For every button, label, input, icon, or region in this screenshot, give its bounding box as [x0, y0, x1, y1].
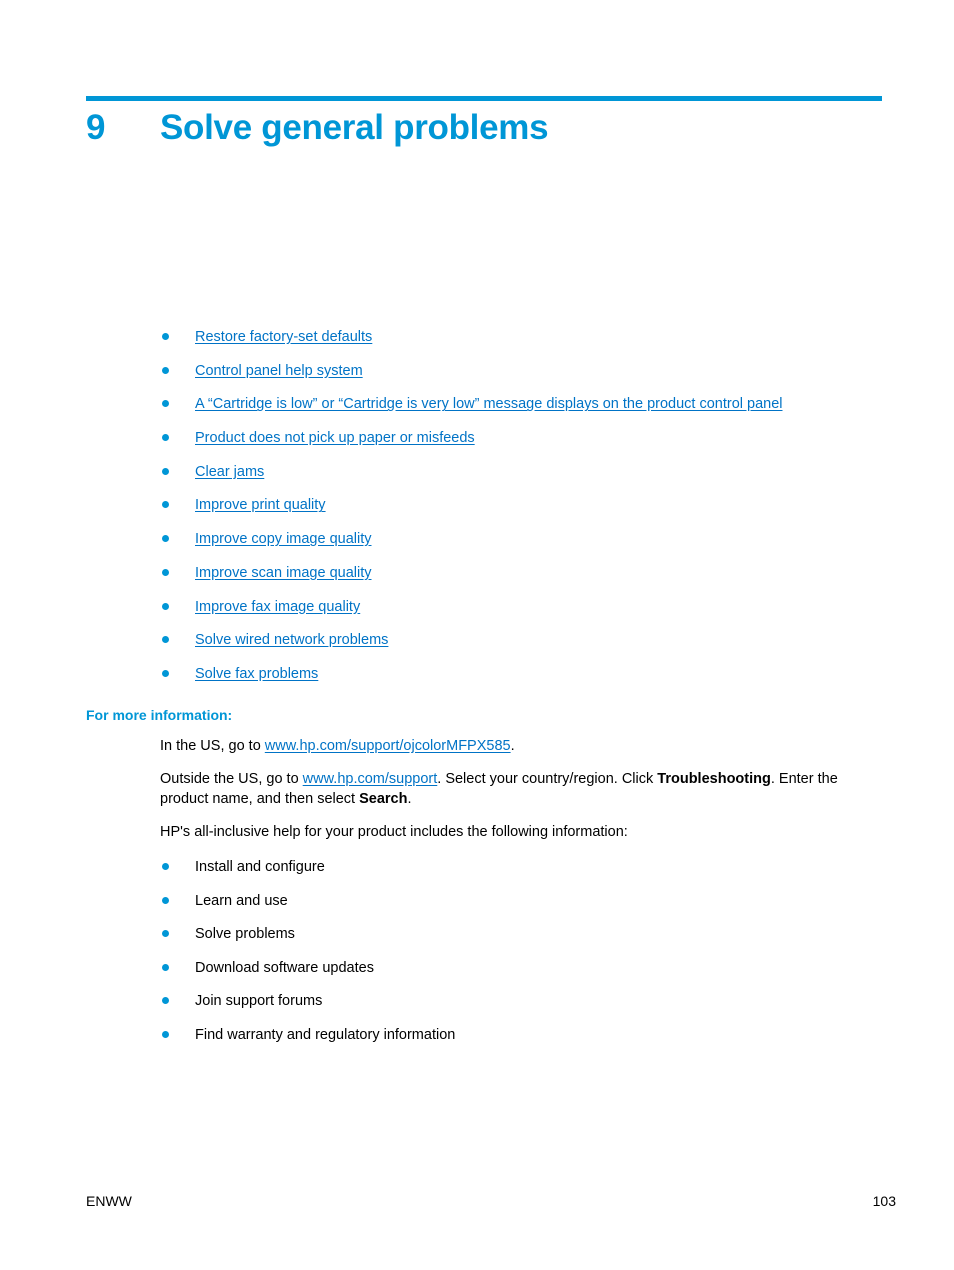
bullet-icon: [162, 863, 169, 870]
outside-us-paragraph: [160, 769, 865, 809]
chapter-title: Solve general problems: [160, 108, 549, 147]
topic-link-clear-jams[interactable]: Clear jams: [195, 463, 265, 480]
help-item: Join support forums: [195, 993, 323, 1010]
topic-link-fax-problems[interactable]: Solve fax problems: [195, 665, 319, 682]
bullet-icon: [162, 501, 169, 508]
outside-mid1: . Select your country/region. Click: [437, 771, 658, 787]
bullet-icon: [162, 670, 169, 677]
us-support-prefix: In the US, go to: [160, 738, 265, 754]
topic-link-control-panel-help[interactable]: Control panel help system: [195, 362, 363, 379]
outside-prefix: Outside the US, go to: [160, 771, 303, 787]
search-label: Search: [359, 791, 408, 807]
bullet-icon: [162, 569, 169, 576]
topic-link-restore-defaults[interactable]: Restore factory-set defaults: [195, 329, 373, 345]
us-support-suffix: .: [510, 738, 515, 754]
topic-link-print-quality[interactable]: Improve print quality: [195, 497, 326, 514]
topic-link-cartridge-low[interactable]: A “Cartridge is low” or “Cartridge is very low” message displays on the product control panel: [195, 396, 783, 413]
help-item: Solve problems: [195, 926, 295, 943]
topic-link-scan-quality[interactable]: Improve scan image quality: [195, 564, 372, 581]
outside-support-link[interactable]: www.hp.com/support: [302, 771, 438, 787]
bullet-icon: [162, 964, 169, 971]
outside-suffix: .: [407, 791, 412, 807]
bullet-icon: [162, 367, 169, 374]
more-info-heading: For more information:: [86, 707, 233, 723]
bullet-icon: [162, 997, 169, 1004]
help-item: Download software updates: [195, 959, 374, 976]
topic-link-paper-pickup[interactable]: Product does not pick up paper or misfeeds: [195, 430, 475, 447]
us-support-link[interactable]: www.hp.com/support/ojcolorMFPX585: [264, 738, 511, 754]
topic-link-copy-quality[interactable]: Improve copy image quality: [195, 531, 372, 548]
chapter-number: 9: [86, 108, 106, 147]
outside-mid2: . Enter the product name, and then select: [160, 771, 838, 807]
bullet-icon: [162, 1031, 169, 1038]
help-item: Find warranty and regulatory information: [195, 1026, 456, 1043]
page-number: 103: [872, 1193, 896, 1209]
help-intro-paragraph: HP's all-inclusive help for your product includes the following information:: [160, 824, 628, 840]
bullet-icon: [162, 535, 169, 542]
bullet-icon: [162, 400, 169, 407]
topic-link-fax-quality[interactable]: Improve fax image quality: [195, 598, 361, 615]
chapter-rule: [86, 96, 882, 101]
help-item: Learn and use: [195, 892, 288, 909]
topic-link-network-problems[interactable]: Solve wired network problems: [195, 632, 389, 649]
chapter-heading: [86, 108, 548, 156]
bullet-icon: [162, 636, 169, 643]
bullet-icon: [162, 333, 169, 340]
footer-enww: ENWW: [86, 1193, 132, 1209]
bullet-icon: [162, 930, 169, 937]
us-support-paragraph: [160, 736, 865, 756]
bullet-icon: [162, 897, 169, 904]
troubleshooting-label: Troubleshooting: [657, 771, 771, 787]
help-item: Install and configure: [195, 859, 325, 875]
bullet-icon: [162, 434, 169, 441]
bullet-icon: [162, 468, 169, 475]
bullet-icon: [162, 603, 169, 610]
